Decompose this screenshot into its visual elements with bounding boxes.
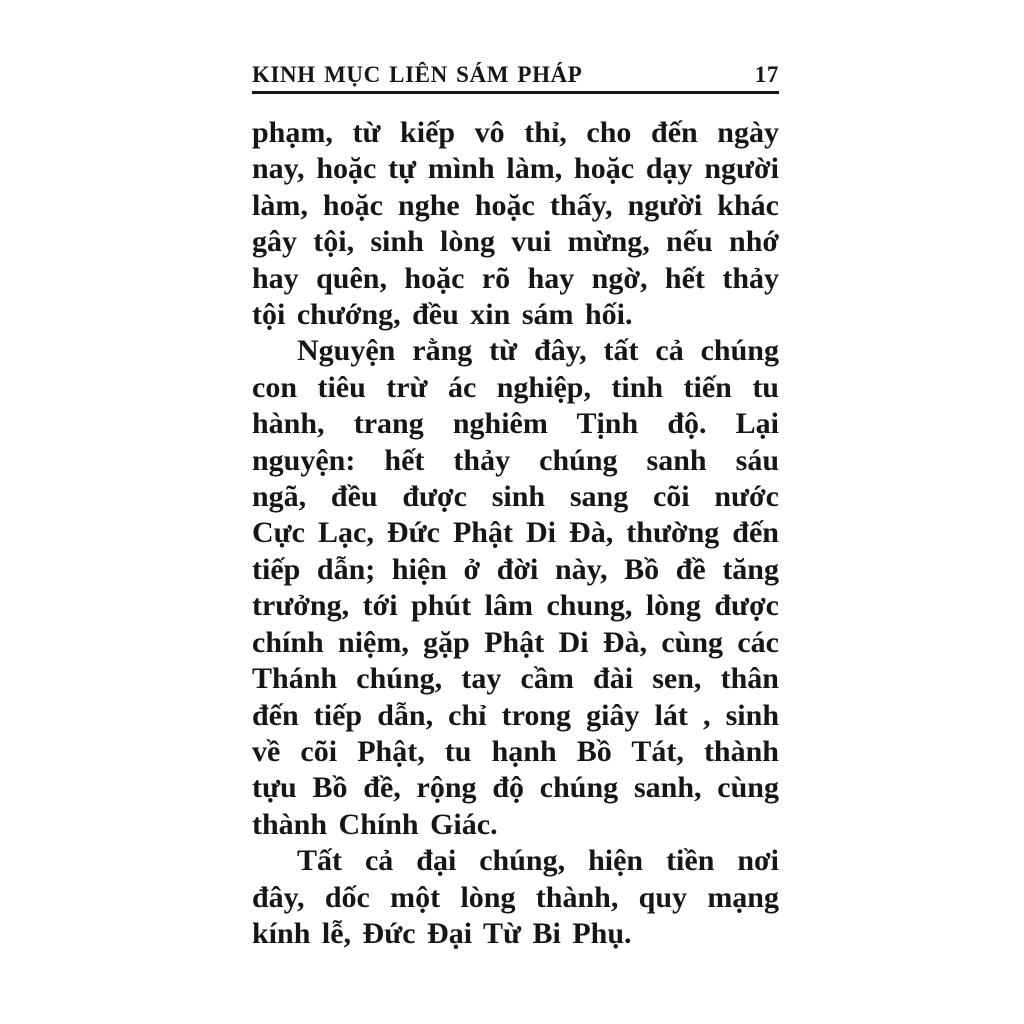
text-line: thành Chính Giác.	[252, 807, 498, 841]
text-line: nguyện: hết thảy chúng sanh sáu	[252, 443, 779, 477]
text-line: hành, trang nghiêm Tịnh độ. Lại	[252, 407, 779, 441]
text-line: tiếp dẫn; hiện ở đời này, Bồ đề tăng	[252, 552, 779, 586]
text-line: Nguyện rằng từ đây, tất cả chúng	[297, 334, 779, 368]
page-content	[252, 62, 779, 952]
text-line: Cực Lạc, Đức Phật Di Đà, thường đến	[252, 516, 779, 550]
page-number: 17	[754, 62, 779, 87]
text-line: đây, dốc một lòng thành, quy mạng	[252, 880, 779, 914]
text-line: hay quên, hoặc rõ hay ngờ, hết thảy	[252, 261, 779, 295]
text-line: đến tiếp dẫn, chỉ trong giây lát , sinh	[252, 698, 779, 732]
text-line: phạm, từ kiếp vô thỉ, cho đến ngày	[252, 116, 779, 149]
text-line: tựu Bồ đề, rộng độ chúng sanh, cùng	[252, 771, 779, 805]
body-text	[252, 115, 779, 952]
text-line: gây tội, sinh lòng vui mừng, nếu nhớ	[252, 225, 779, 259]
text-line: trưởng, tới phút lâm chung, lòng được	[252, 589, 779, 623]
text-line: Tất cả đại chúng, hiện tiền nơi	[297, 844, 779, 878]
text-line: chính niệm, gặp Phật Di Đà, cùng các	[252, 625, 779, 659]
page-header	[252, 62, 779, 94]
running-title: KINH MỤC LIÊN SÁM PHÁP	[252, 62, 583, 87]
text-line: về cõi Phật, tu hạnh Bồ Tát, thành	[252, 734, 779, 768]
text-line: Thánh chúng, tay cầm đài sen, thân	[252, 662, 779, 696]
text-line: tội chướng, đều xin sám hối.	[252, 298, 633, 332]
text-line: nay, hoặc tự mình làm, hoặc dạy người	[252, 152, 779, 186]
text-line: kính lễ, Đức Đại Từ Bi Phụ.	[252, 916, 632, 950]
text-line: con tiêu trừ ác nghiệp, tinh tiến tu	[252, 370, 779, 404]
text-line: ngã, đều được sinh sang cõi nước	[252, 480, 779, 514]
text-line: làm, hoặc nghe hoặc thấy, người khác	[252, 188, 779, 222]
